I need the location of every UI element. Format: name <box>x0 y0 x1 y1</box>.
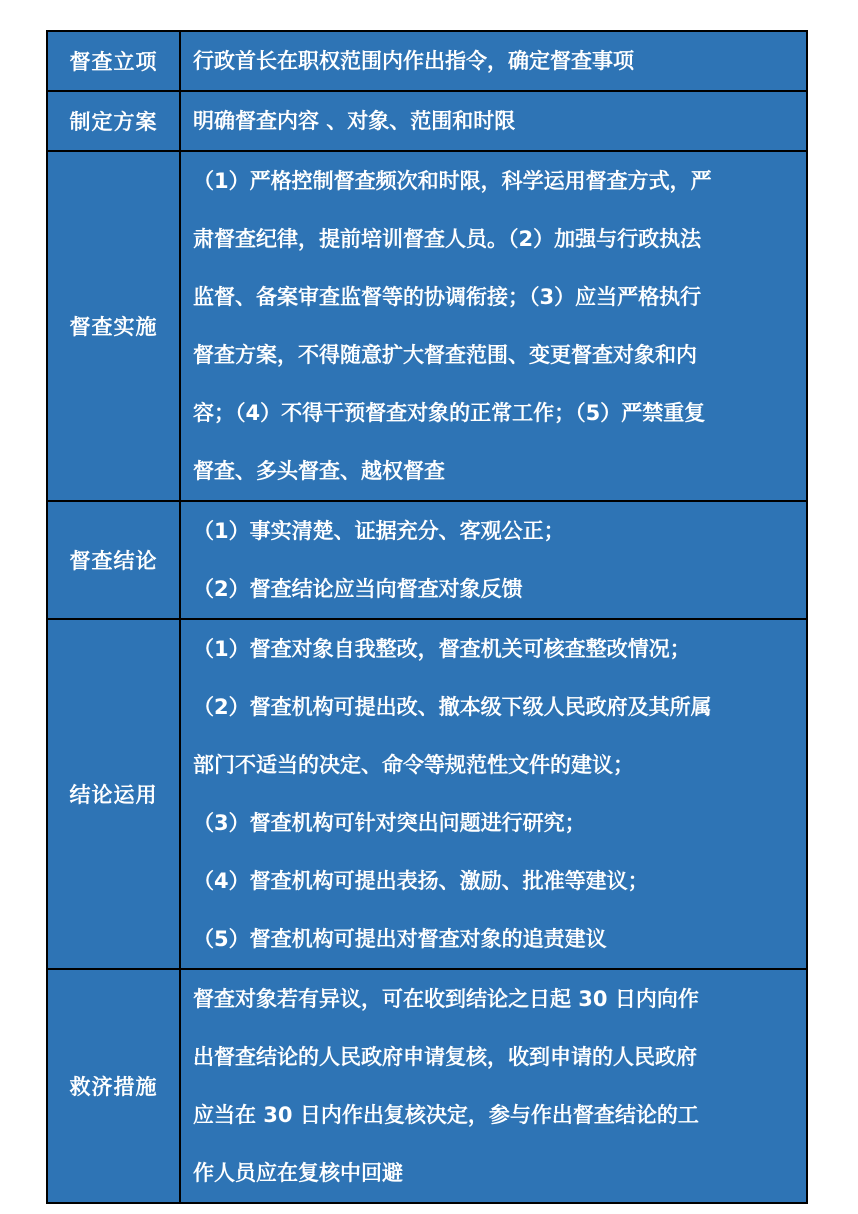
row-content <box>180 969 807 1203</box>
row-label: 制定方案 <box>47 91 180 151</box>
row-label: 督查实施 <box>47 151 180 501</box>
row-label: 督查结论 <box>47 501 180 619</box>
table-row <box>47 91 807 151</box>
table-row <box>47 969 807 1203</box>
row-content <box>180 31 807 91</box>
row-content <box>180 501 807 619</box>
table-row <box>47 151 807 501</box>
row-label: 救济措施 <box>47 969 180 1203</box>
content-line: （2）督查结论应当向督查对象反馈 <box>193 577 523 601</box>
row-content <box>180 91 807 151</box>
supervision-process-table <box>46 30 808 1204</box>
content-line: 督查方案，不得随意扩大督查范围、变更督查对象和内 <box>193 343 697 367</box>
content-line: 部门不适当的决定、命令等规范性文件的建议； <box>193 753 634 777</box>
content-line: （2）督查机构可提出改、撤本级下级人民政府及其所属 <box>193 695 712 719</box>
content-line: （5）督查机构可提出对督查对象的追责建议 <box>193 927 607 951</box>
content-line: 督查、多头督查、越权督查 <box>193 459 445 483</box>
row-content <box>180 619 807 969</box>
row-label: 结论运用 <box>47 619 180 969</box>
row-label: 督查立项 <box>47 31 180 91</box>
content-line: 明确督查内容 、对象、范围和时限 <box>193 109 516 133</box>
content-line: 督查对象若有异议，可在收到结论之日起 30 日内向作 <box>193 987 699 1011</box>
content-line: 应当在 30 日内作出复核决定，参与作出督查结论的工 <box>193 1103 699 1127</box>
table-row <box>47 31 807 91</box>
content-line: （4）督查机构可提出表扬、激励、批准等建议； <box>193 869 649 893</box>
content-line: （3）督查机构可针对突出问题进行研究； <box>193 811 586 835</box>
row-content <box>180 151 807 501</box>
content-line: （1）严格控制督查频次和时限，科学运用督查方式，严 <box>193 169 712 193</box>
content-line: （1）事实清楚、证据充分、客观公正； <box>193 519 565 543</box>
table-row <box>47 619 807 969</box>
content-line: 肃督查纪律，提前培训督查人员。（2）加强与行政执法 <box>193 227 702 251</box>
table-row <box>47 501 807 619</box>
content-line: 出督查结论的人民政府申请复核，收到申请的人民政府 <box>193 1045 697 1069</box>
content-line: 监督、备案审查监督等的协调衔接；（3）应当严格执行 <box>193 285 702 309</box>
content-line: （1）督查对象自我整改，督查机关可核查整改情况； <box>193 637 691 661</box>
content-line: 容；（4）不得干预督查对象的正常工作；（5）严禁重复 <box>193 401 706 425</box>
content-line: 作人员应在复核中回避 <box>193 1161 403 1185</box>
content-line: 行政首长在职权范围内作出指令，确定督查事项 <box>193 49 634 73</box>
